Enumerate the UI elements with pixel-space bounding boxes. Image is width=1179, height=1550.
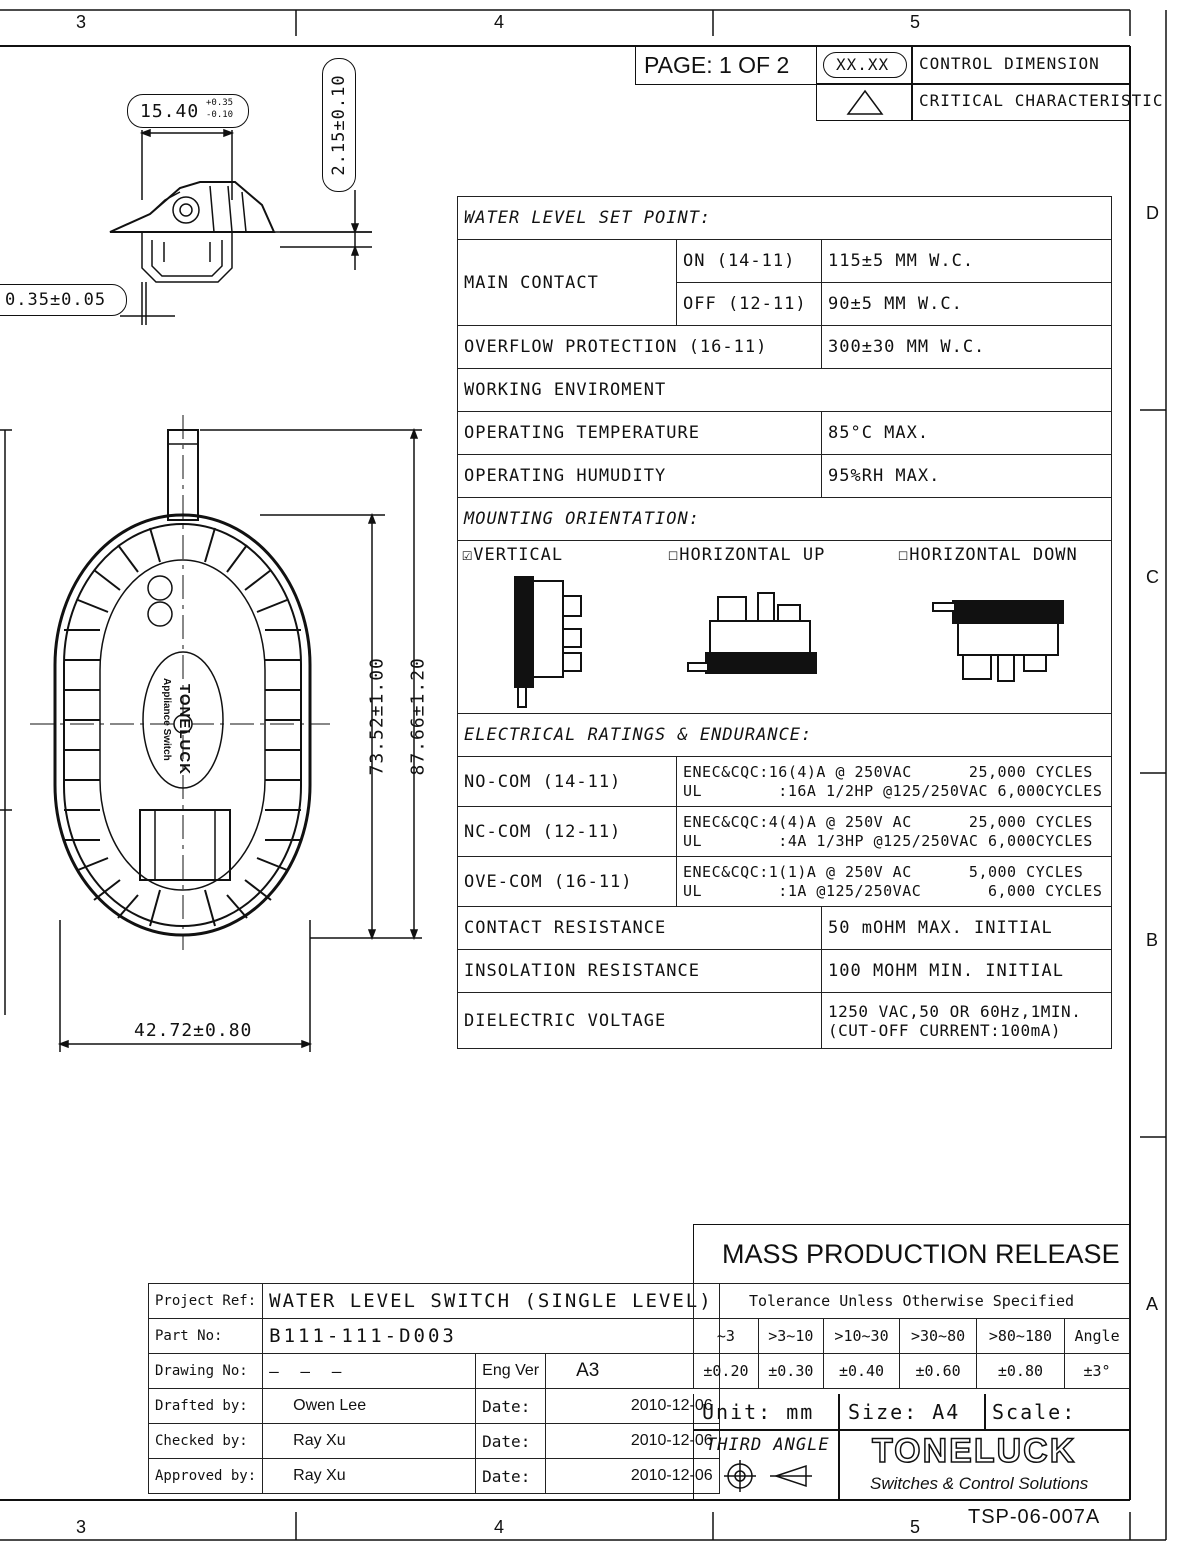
temp-value: 85°C MAX. — [822, 412, 1112, 455]
tol-value: ±0.40 — [823, 1354, 900, 1389]
approved-value: Ray Xu — [263, 1459, 476, 1494]
insulation-label: INSOLATION RESISTANCE — [458, 950, 822, 993]
size-label: Size: A4 — [848, 1400, 961, 1424]
humidity-label: OPERATING HUMUDITY — [458, 455, 822, 498]
project-ref-label: Project Ref: — [149, 1284, 263, 1319]
nocom-rating-line-1: ENEC&CQC:16(4)A @ 250VAC 25,000 CYCLES — [683, 762, 1093, 781]
ovecom-ratings — [677, 857, 1112, 907]
page-indicator-box — [635, 46, 817, 85]
tol-range: >3~10 — [758, 1319, 823, 1354]
checked-box-icon: ☑ — [462, 545, 474, 565]
main-contact-label: MAIN CONTACT — [458, 240, 677, 326]
tolerance-title: Tolerance Unless Otherwise Specified — [694, 1284, 1130, 1319]
checked-date-label: Date: — [476, 1424, 546, 1459]
overflow-value: 300±30 MM W.C. — [822, 326, 1112, 369]
control-dimension-label: CONTROL DIMENSION — [919, 54, 1100, 73]
tol-value: ±0.80 — [976, 1354, 1064, 1389]
tol-range: >80~180 — [976, 1319, 1064, 1354]
on-label: ON (14-11) — [677, 240, 822, 283]
drawing-no-label: Drawing No: — [149, 1354, 263, 1389]
release-status: MASS PRODUCTION RELEASE — [722, 1239, 1120, 1269]
mounting-options — [458, 541, 1112, 714]
off-label: OFF (12-11) — [677, 283, 822, 326]
tol-range: Angle — [1065, 1319, 1130, 1354]
zone-label-bottom-4: 4 — [494, 1517, 505, 1537]
tol-value: ±0.20 — [694, 1354, 759, 1389]
eng-ver-value: A3 — [546, 1354, 720, 1389]
unit-label: Unit: mm — [702, 1400, 815, 1424]
zone-label-bottom-5: 5 — [910, 1517, 921, 1537]
zone-label-right-b: B — [1146, 930, 1159, 950]
off-value: 90±5 MM W.C. — [822, 283, 1112, 326]
approved-date-label: Date: — [476, 1459, 546, 1494]
release-box — [693, 1224, 1130, 1283]
ovecom-rating-line-1: ENEC&CQC:1(1)A @ 250V AC 5,000 CYCLES — [683, 862, 1084, 881]
tol-range: >10~30 — [823, 1319, 900, 1354]
tol-range: >30~80 — [900, 1319, 977, 1354]
electrical-title: ELECTRICAL RATINGS & ENDURANCE: — [458, 714, 1112, 757]
nccom-ratings — [677, 807, 1112, 857]
checked-label: Checked by: — [149, 1424, 263, 1459]
dimension-legend — [816, 46, 1164, 121]
nccom-rating-line-2: UL :4A 1/3HP @125/250VAC 6,000CYCLES — [683, 831, 1093, 850]
nccom-rating-line-1: ENEC&CQC:4(4)A @ 250V AC 25,000 CYCLES — [683, 812, 1093, 831]
drafted-value: Owen Lee — [263, 1389, 476, 1424]
part-no-value: B111-111-D003 — [263, 1319, 720, 1354]
dim-height-small: 2.15±0.10 — [322, 58, 356, 192]
zone-label-bottom-3: 3 — [76, 1517, 87, 1537]
dielectric-value — [822, 993, 1112, 1049]
insulation-value: 100 MOHM MIN. INITIAL — [822, 950, 1112, 993]
zone-label-top-3: 3 — [76, 12, 87, 32]
humidity-value: 95%RH MAX. — [822, 455, 1112, 498]
nccom-label: NC-COM (12-11) — [458, 807, 677, 857]
zone-label-right-c: C — [1146, 567, 1159, 587]
overflow-label: OVERFLOW PROTECTION (16-11) — [458, 326, 822, 369]
brand-logo: TONELUCK — [872, 1432, 1077, 1470]
control-dimension-symbol: XX.XX — [823, 52, 907, 78]
project-ref-value: WATER LEVEL SWITCH (SINGLE LEVEL) — [263, 1284, 720, 1319]
tol-range: ~3 — [694, 1319, 759, 1354]
brand-tagline: Switches & Control Solutions — [870, 1474, 1089, 1493]
water-level-title: WATER LEVEL SET POINT: — [458, 197, 1112, 240]
dielectric-line-1: 1250 VAC,50 OR 60Hz,1MIN. — [828, 1001, 1082, 1021]
dim-offset: 0.35±0.05 — [0, 284, 127, 316]
document-number: TSP-06-007A — [968, 1506, 1101, 1528]
part-no-label: Part No: — [149, 1319, 263, 1354]
ovecom-rating-line-2: UL :1A @125/250VAC 6,000 CYCLES — [683, 881, 1103, 900]
checked-date-value: 2010-12-06 — [546, 1424, 720, 1459]
scale-label: Scale: — [992, 1400, 1077, 1424]
tolerance-table — [693, 1283, 1130, 1389]
temp-label: OPERATING TEMPERATURE — [458, 412, 822, 455]
ovecom-label: OVE-COM (16-11) — [458, 857, 677, 907]
mounting-title: MOUNTING ORIENTATION: — [458, 498, 1112, 541]
dielectric-label: DIELECTRIC VOLTAGE — [458, 993, 822, 1049]
nocom-rating-line-2: UL :16A 1/2HP @125/250VAC 6,000CYCLES — [683, 781, 1103, 800]
unchecked-box-icon: ☐ — [668, 545, 680, 565]
horizontal-up-option: ☐HORIZONTAL UP — [668, 545, 826, 565]
zone-label-right-d: D — [1146, 203, 1159, 223]
drawing-no-value: — — — — [263, 1354, 476, 1389]
page-indicator: PAGE: 1 OF 2 — [644, 52, 790, 78]
approved-label: Approved by: — [149, 1459, 263, 1494]
drafted-date-value: 2010-12-06 — [546, 1389, 720, 1424]
zone-label-top-4: 4 — [494, 12, 505, 32]
unchecked-box-icon: ☐ — [898, 545, 910, 565]
dim-outer-height: 87.66±1.20 — [407, 657, 429, 776]
checked-value: Ray Xu — [263, 1424, 476, 1459]
nocom-label: NO-COM (14-11) — [458, 757, 677, 807]
dim-width-bottom: 42.72±0.80 — [134, 1020, 253, 1041]
drafted-date-label: Date: — [476, 1389, 546, 1424]
zone-label-top-5: 5 — [910, 12, 921, 32]
part-brand-marking: TONELUCK — [176, 684, 193, 776]
critical-triangle-icon — [845, 88, 885, 118]
title-block-left — [148, 1283, 720, 1494]
horizontal-down-option: ☐HORIZONTAL DOWN — [898, 545, 1078, 565]
working-env-label: WORKING ENVIROMENT — [458, 369, 1112, 412]
vertical-option: ☑VERTICAL — [462, 545, 564, 565]
third-angle-projection-icon — [694, 1458, 838, 1498]
contact-resistance-label: CONTACT RESISTANCE — [458, 907, 822, 950]
tol-value: ±0.30 — [758, 1354, 823, 1389]
title-block-right-bottom — [693, 1394, 1131, 1500]
front-view-drawing — [0, 0, 460, 1070]
spec-table — [457, 196, 1112, 1049]
zone-label-right-a: A — [1146, 1294, 1159, 1314]
drafted-label: Drafted by: — [149, 1389, 263, 1424]
dim-inner-height: 73.52±1.00 — [366, 657, 388, 776]
tol-value: ±3° — [1065, 1354, 1130, 1389]
mounting-orientation-illustrations — [458, 541, 1113, 713]
nocom-ratings — [677, 757, 1112, 807]
critical-characteristic-label: CRITICAL CHARACTERISTIC — [919, 91, 1164, 110]
approved-date-value: 2010-12-06 — [546, 1459, 720, 1494]
tol-value: ±0.60 — [900, 1354, 977, 1389]
dim-width-top: 15.40 +0.35 -0.10 — [127, 94, 249, 128]
on-value: 115±5 MM W.C. — [822, 240, 1112, 283]
projection-label: THIRD ANGLE — [706, 1435, 830, 1455]
dielectric-line-2: (CUT-OFF CURRENT:100mA) — [828, 1020, 1062, 1040]
contact-resistance-value: 50 mOHM MAX. INITIAL — [822, 907, 1112, 950]
eng-ver-label: Eng Ver — [476, 1354, 546, 1389]
part-sub-marking: Appliance Switch — [161, 678, 172, 761]
